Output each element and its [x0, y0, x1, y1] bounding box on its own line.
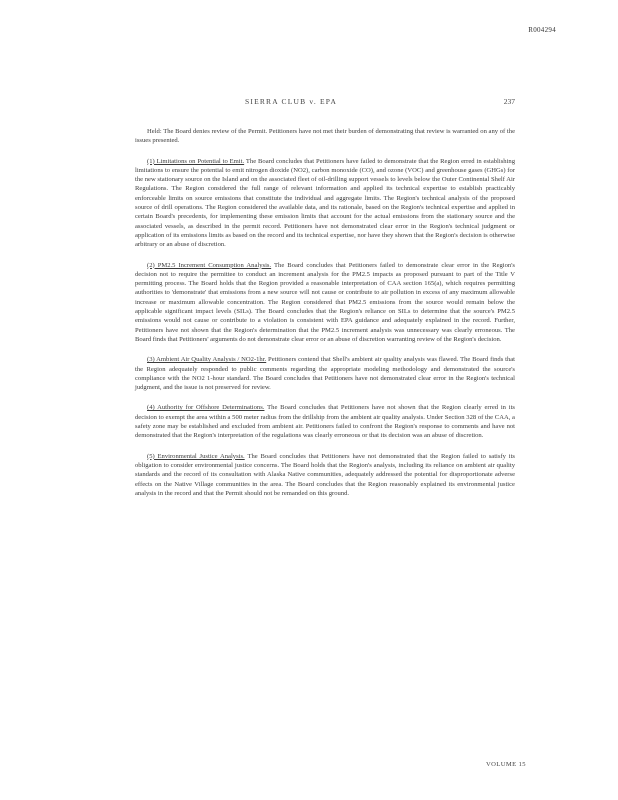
paragraph-offshore-determinations: [135, 403, 515, 440]
bates-number: R004294: [528, 26, 556, 34]
paragraph-text: The Board concludes that Petitioners failed to demonstrate clear error in the Region's decision not to require the permittee to conduct an increment analysis for the PM2.5 impacts as proposed pursuant to part of the Title V permitting process. The Board holds that the Region provided a reasonable interpretation of CAA section 165(a), which requires permitting authorities to 'demonstrate' that emissions from a new source will not cause or contribute to air pollution in excess of any maximum allowable increase or maximum allowable concentration. The Region considered that PM2.5 emissions from the source would remain below the applicable significant impact levels (SILs). The Board concludes that the Region's reliance on SILs to determine that the source's PM2.5 emissions would not cause or contribute to a violation is consistent with EPA guidance and adequately explained in the record. Further, Petitioners have not shown that the Region's determination that the PM2.5 increment analysis was unnecessary was clearly erroneous. The Board finds that Petitioners' arguments do not demonstrate clear error or an abuse of discretion warranting review of the Region's decision.: [135, 261, 515, 343]
paragraph-potential-to-emit: [135, 157, 515, 250]
document-body: [135, 127, 515, 498]
paragraph-text: The Board concludes that Petitioners have not demonstrated that the Region failed to satisfy its obligation to consider environmental justice concerns. The Board holds that the Region's analysis, including its reliance on ambient air quality standards and the record of its consultation with Alaska Native communities, adequately addressed the potential for disproportionate adverse effects on the Native Village communities in the area. The Board concludes that the Region reasonably explained its environmental justice analysis in the record and that the Permit should not be remanded on this ground.: [135, 452, 515, 497]
paragraph-heading: (4) Authority for Offshore Determinations.: [147, 404, 265, 412]
page-header: [135, 97, 515, 109]
page-number: 237: [503, 97, 515, 106]
holding-text: Held: The Board denies review of the Permit. Petitioners have not met their burden of demonstrating that review is warranted on any of the issues presented.: [135, 128, 515, 145]
paragraph-text: The Board concludes that Petitioners have failed to demonstrate that the Region erred in establishing limitations to ensure the potential to emit nitrogen dioxide (NO2), carbon monoxide (CO), and ozone (VOC) and greenhouse gases (GHGs) for the new stationary source on the Island and on the associated fleet of oil-drilling support vessels to levels below the Outer Continental Shelf Air Regulations. The Region considered the full range of relevant information and applied its technical expertise to establish practicably enforceable limits on source emissions that constitute the individual and aggregate limits. The Region's technical analysis of the proposed source of drill operations. The Region considered the available data, and its rationale, based on the Region's technical expertise and applied in certain Board's precedents, for implementing these emission limits that account for the actual emissions from the stationary source and the associated vessels, as described in the permit record. Petitioners have not demonstrated clear error in the Region's technical judgment or application of its emissions limits as based on the record and its technical expertise, nor have they shown that the Region's decision is otherwise arbitrary or an abuse of discretion.: [135, 157, 515, 249]
paragraph-text: Petitioners contend that Shell's ambient air quality analysis was flawed. The Board finds that the Region adequately responded to public comments regarding the appropriate modeling methodology and demonstrated the source's compliance with the NO2 1-hour standard. The Board concludes that Petitioners have not demonstrated clear error in the Region's technical judgment, and the issue is not preserved for review.: [135, 356, 515, 392]
paragraph-heading: (1) Limitations on Potential to Emit.: [147, 157, 245, 165]
paragraph-heading: (5) Environmental Justice Analysis.: [147, 452, 245, 460]
volume-footer: VOLUME 15: [485, 761, 526, 768]
paragraph-heading: (2) PM2.5 Increment Consumption Analysis.: [147, 261, 272, 269]
running-title: SIERRA CLUB v. EPA: [245, 97, 338, 106]
paragraph-heading: (3) Ambient Air Quality Analysis / NO2-1hr.: [147, 356, 267, 364]
paragraph-ambient-air-quality: [135, 355, 515, 392]
holding-paragraph: [135, 127, 515, 146]
paragraph-environmental-justice: [135, 452, 515, 498]
paragraph-text: The Board concludes that Petitioners have not shown that the Region clearly erred in its decision to exempt the area within a 500 meter radius from the drillship from the ambient air quality analysis. Under Section 328 of the CAA, a safety zone may be established and excluded from ambient air. Petitioners failed to confront the Region's response to comments and have not demonstrated that the Region's interpretation of the regulations was clearly erroneous or that its decision was an abuse of discretion.: [135, 404, 515, 440]
paragraph-increment-analysis: [135, 261, 515, 345]
